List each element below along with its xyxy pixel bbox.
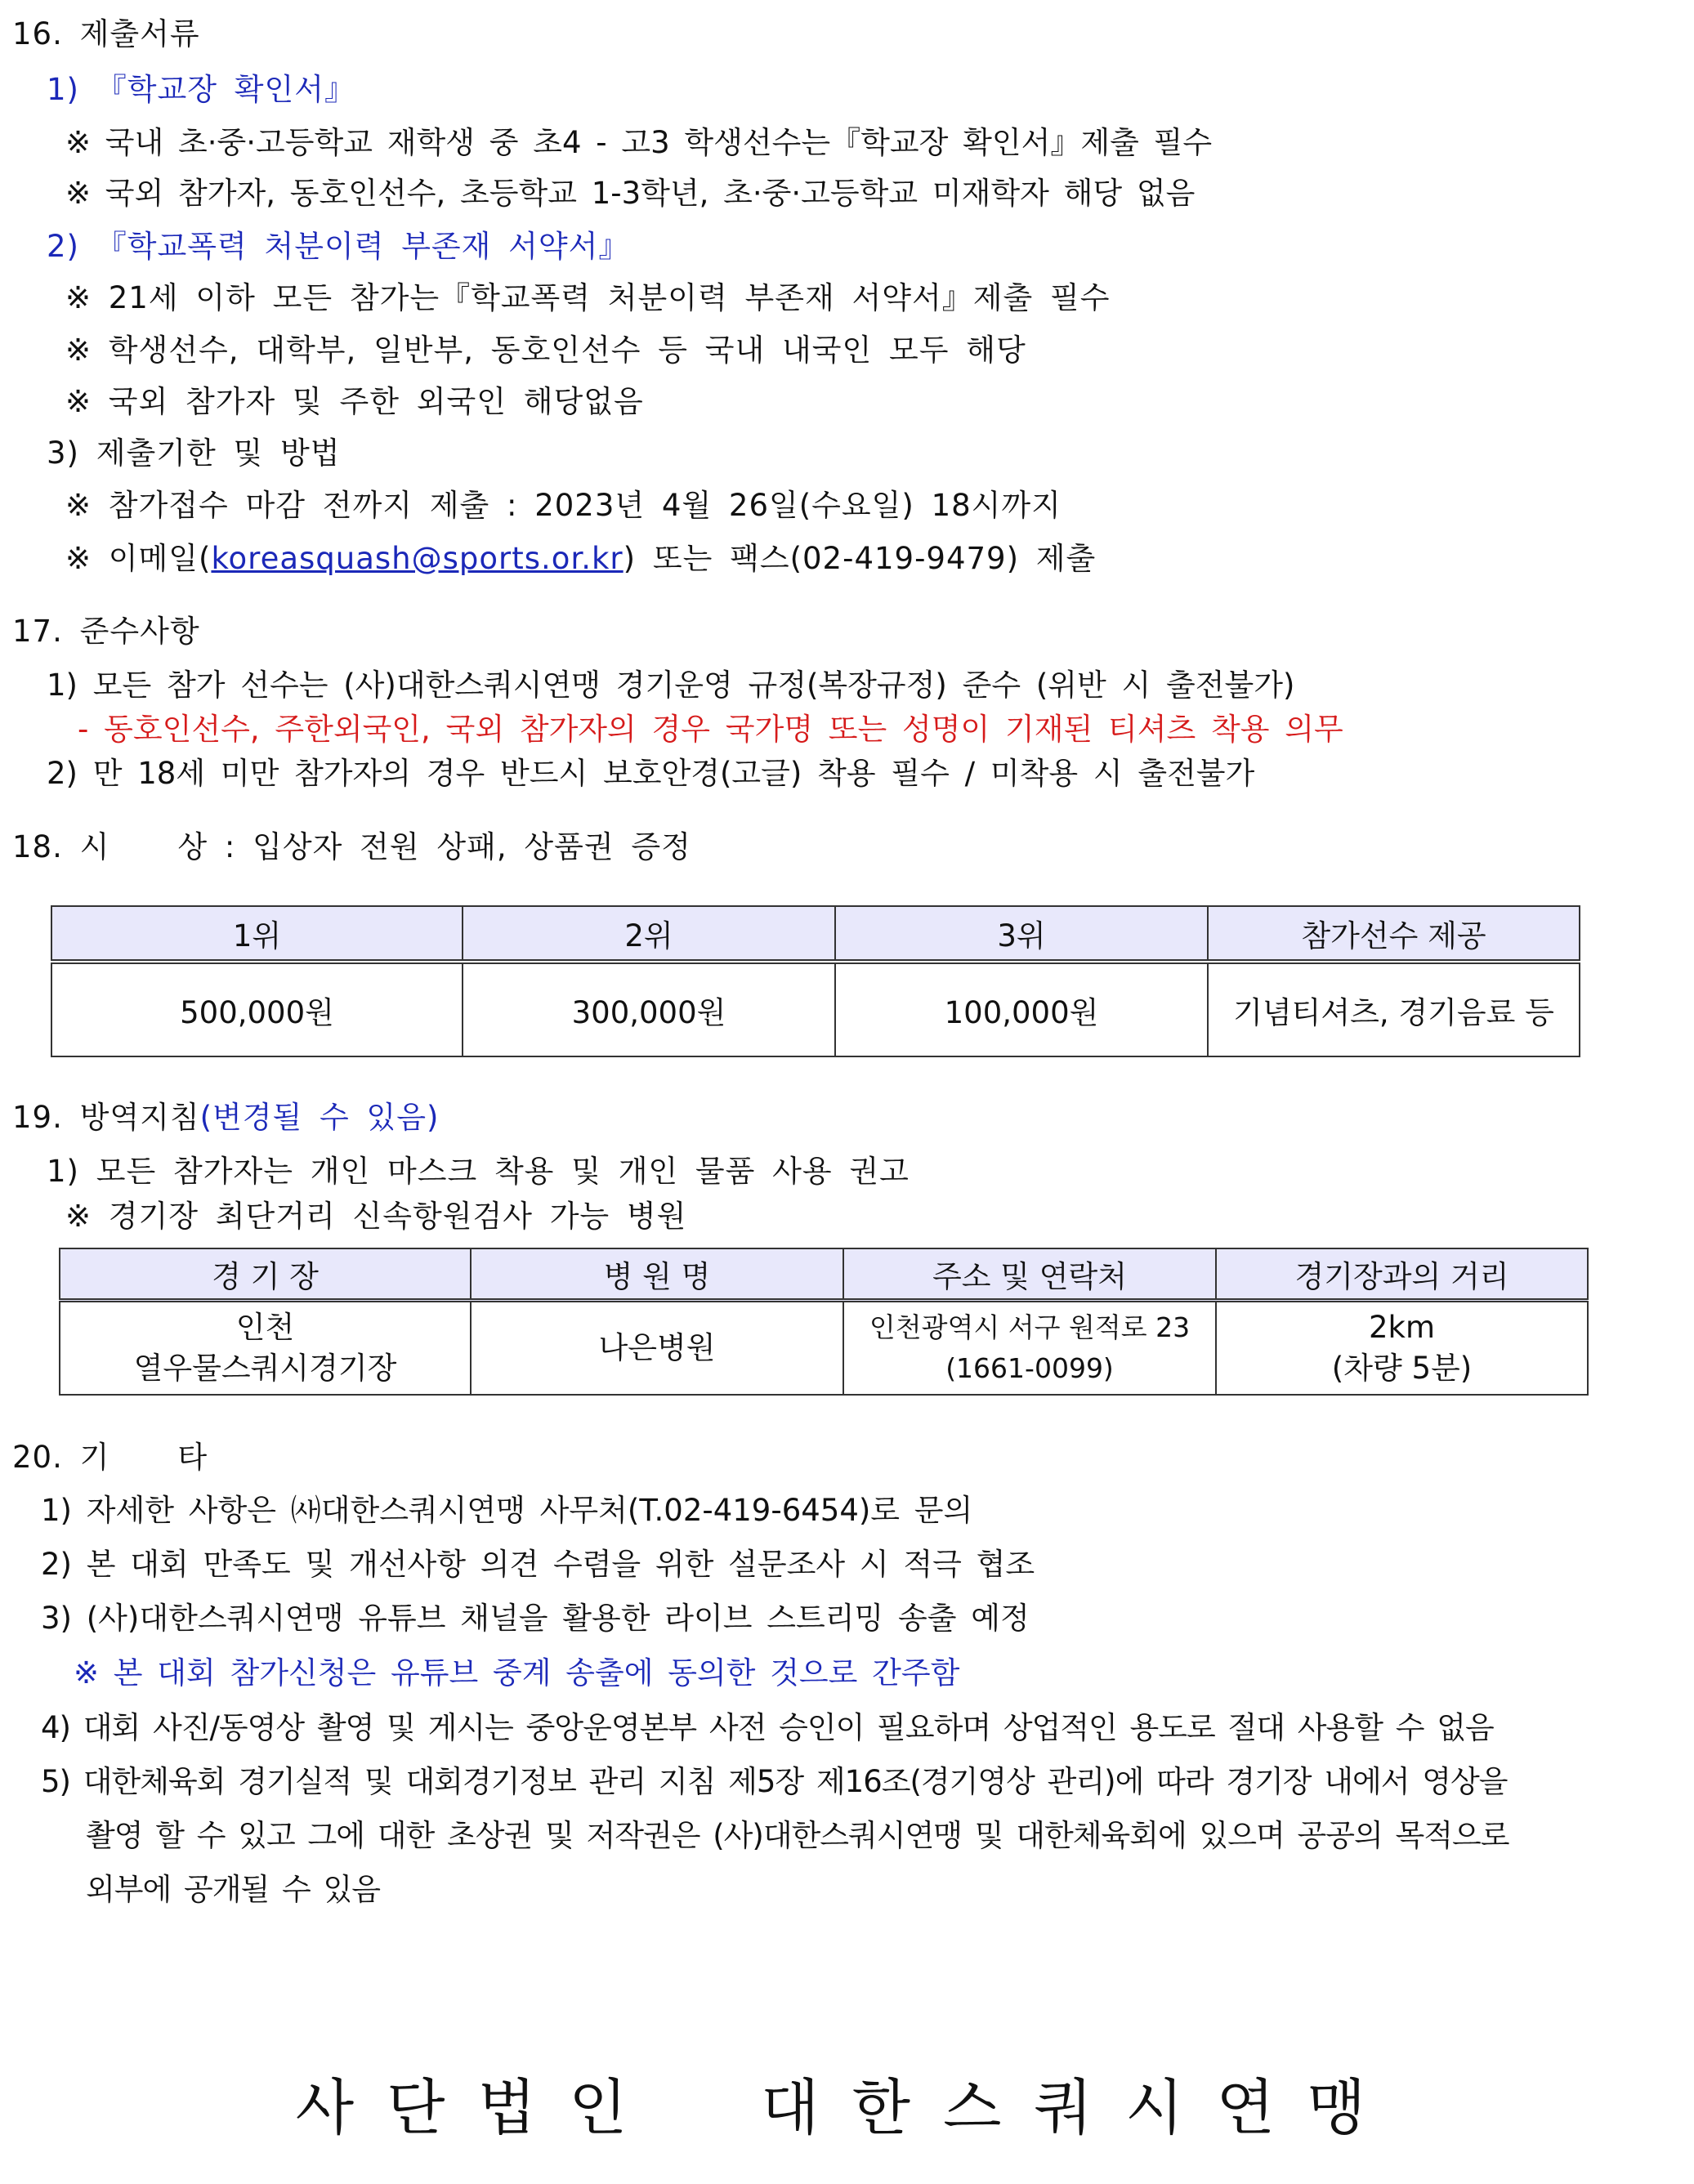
s20-item-2: 2) 본 대회 만족도 및 개선사항 의견 수렴을 위한 설문조사 시 적극 협조 (41, 1547, 1035, 1582)
s20-item-1: 1) 자세한 사항은 ㈔대한스쿼시연맹 사무처(T.02-419-6454)로 문의 (41, 1493, 973, 1528)
awards-value-3rd: 100,000원 (835, 962, 1208, 1056)
s20-item-5-line-1: 5) 대한체육회 경기실적 및 대회경기정보 관리 지침 제5장 제16조(경기영상 관리)에 따라 경기장 내에서 영상을 (41, 1764, 1508, 1799)
s20-note-1: ※ 본 대회 참가신청은 유튜브 중계 송출에 동의한 것으로 간주함 (74, 1655, 960, 1690)
section-17-title: 17. 준수사항 (12, 614, 200, 649)
s17-item-1-note: - 동호인선수, 주한외국인, 국외 참가자의 경우 국가명 또는 성명이 기재된 티셔츠 착용 의무 (78, 712, 1343, 747)
distance-km: 2km (1368, 1310, 1435, 1345)
hospital-address: 인천광역시 서구 원적로 23 (869, 1311, 1191, 1343)
awards-header-2nd: 2위 (463, 906, 835, 962)
hospital-table (59, 1248, 1589, 1396)
section-18-title: 18. 시 상 : 입상자 전원 상패, 상품권 증정 (12, 829, 691, 864)
hospital-venue-cell (60, 1301, 471, 1396)
s16-note-2: ※ 국외 참가자, 동호인선수, 초등학교 1-3학년, 초·중·고등학교 미재학자 해당 없음 (65, 176, 1196, 211)
section-19-title (12, 1097, 439, 1138)
s17-item-1: 1) 모든 참가 선수는 (사)대한스쿼시연맹 경기운영 규정(복장규정) 준수 (위반 시 출전불가) (47, 668, 1295, 703)
hospital-header-name: 병 원 명 (471, 1248, 843, 1301)
distance-time: (차량 5분) (1331, 1351, 1473, 1386)
section-19-title-text: 19. 방역지침 (12, 1100, 200, 1135)
awards-value-1st: 500,000원 (51, 962, 463, 1056)
s19-item-1: 1) 모든 참가자는 개인 마스크 착용 및 개인 물품 사용 권고 (47, 1154, 910, 1189)
s16-item-3: 3) 제출기한 및 방법 (47, 435, 341, 471)
awards-table (51, 905, 1580, 1057)
s16-note-1: ※ 국내 초·중·고등학교 재학생 중 초4 - 고3 학생선수는『학교장 확인서』제출 필수 (65, 125, 1213, 160)
hospital-table-row (60, 1301, 1588, 1396)
s16-item-2: 2) 『학교폭력 처분이력 부존재 서약서』 (47, 229, 630, 264)
s20-item-3: 3) (사)대한스쿼시연맹 유튜브 채널을 활용한 라이브 스트리밍 송출 예정 (41, 1601, 1030, 1636)
hospital-header-venue: 경 기 장 (60, 1248, 471, 1301)
s20-item-5-line-3: 외부에 공개될 수 있음 (86, 1872, 380, 1907)
awards-value-participants: 기념티셔츠, 경기음료 등 (1208, 962, 1580, 1056)
s20-item-4: 4) 대회 사진/동영상 촬영 및 게시는 중앙운영본부 사전 승인이 필요하며 상업적인 용도로 절대 사용할 수 없음 (41, 1710, 1494, 1745)
section-19-title-note: (변경될 수 있음) (199, 1100, 440, 1135)
s20-item-5-line-2: 촬영 할 수 있고 그에 대한 초상권 및 저작권은 (사)대한스쿼시연맹 및 대한체육회에 있으며 공공의 목적으로 (86, 1818, 1509, 1853)
awards-table-header (51, 906, 1580, 962)
section-20-title: 20. 기 타 (12, 1440, 208, 1475)
s16-note-4: ※ 학생선수, 대학부, 일반부, 동호인선수 등 국내 내국인 모두 해당 (65, 333, 1026, 368)
hospital-distance-cell (1216, 1301, 1588, 1396)
s16-note-7-suffix: ) 또는 팩스(02-419-9479) 제출 (623, 541, 1097, 576)
hospital-header-distance: 경기장과의 거리 (1216, 1248, 1588, 1301)
hospital-address-cell (843, 1301, 1216, 1396)
awards-header-1st: 1위 (51, 906, 463, 962)
awards-table-row (51, 962, 1580, 1056)
s16-note-6: ※ 참가접수 마감 전까지 제출 : 2023년 4월 26일(수요일) 18시까지 (65, 488, 1062, 523)
s17-item-2: 2) 만 18세 미만 참가자의 경우 반드시 보호안경(고글) 착용 필수 / 미착용 시 출전불가 (47, 756, 1255, 791)
s19-note-1: ※ 경기장 최단거리 신속항원검사 가능 병원 (65, 1199, 687, 1234)
awards-header-participants: 참가선수 제공 (1208, 906, 1580, 962)
awards-header-3rd: 3위 (835, 906, 1208, 962)
s16-note-7 (65, 538, 1096, 579)
hospital-header-address: 주소 및 연락처 (843, 1248, 1216, 1301)
venue-city: 인천 (235, 1310, 295, 1345)
organization-footer: 사단법인 대한스쿼시연맹 (295, 2073, 1399, 2143)
hospital-phone: (1661-0099) (945, 1352, 1114, 1384)
venue-name: 열우물스쿼시경기장 (133, 1351, 397, 1386)
hospital-table-header (60, 1248, 1588, 1301)
awards-value-2nd: 300,000원 (463, 962, 835, 1056)
email-link[interactable]: koreasquash@sports.or.kr (211, 541, 624, 576)
s16-item-1: 1) 『학교장 확인서』 (47, 72, 355, 107)
section-16-title: 16. 제출서류 (12, 16, 200, 51)
s16-note-3: ※ 21세 이하 모든 참가는『학교폭력 처분이력 부존재 서약서』제출 필수 (65, 280, 1111, 315)
s16-note-7-prefix: ※ 이메일( (65, 541, 212, 576)
hospital-name-cell: 나은병원 (471, 1301, 843, 1396)
s16-note-5: ※ 국외 참가자 및 주한 외국인 해당없음 (65, 384, 644, 419)
